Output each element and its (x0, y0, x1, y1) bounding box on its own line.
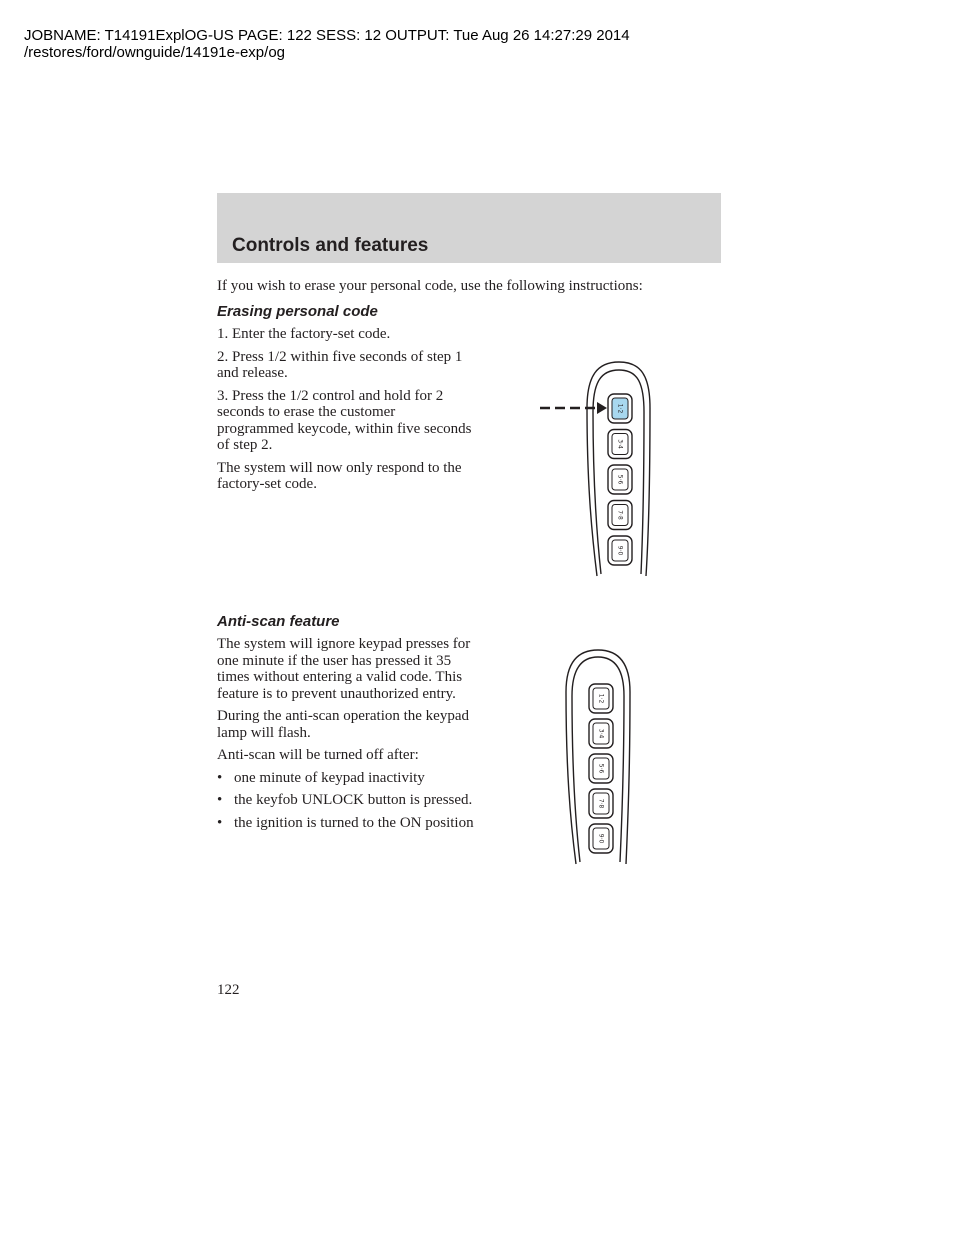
list-item (217, 792, 475, 809)
keypad-button-3[interactable] (589, 754, 613, 783)
keypad-button-label: 7·8 (597, 798, 605, 809)
arrow-icon (540, 402, 607, 414)
antiscan-paragraph-3: Anti-scan will be turned off after: (217, 747, 419, 763)
antiscan-bullet-list (217, 770, 475, 832)
antiscan-section (217, 613, 475, 837)
antiscan-heading: Anti-scan feature (217, 613, 340, 630)
keypad-button-label: 5·6 (616, 474, 624, 485)
keypad-button-label: 7·8 (616, 510, 624, 520)
antiscan-paragraph-1: The system will ignore keypad presses for one minute if the user has pressed it 35 times without entering a valid code. This feature is to prevent unauthorized entry. (217, 636, 471, 702)
keypad-illustration-antiscan (560, 648, 634, 866)
job-header-line-2: /restores/ford/ownguide/14191e-exp/og (24, 44, 286, 61)
section-header-band (217, 193, 721, 263)
keypad-button-label: 9·0 (616, 545, 624, 556)
keypad-button-4[interactable] (589, 789, 613, 818)
erasing-note: The system will now only respond to the factory-set code. (217, 459, 462, 492)
bullet-text: one minute of keypad inactivity (234, 769, 425, 786)
bullet-icon: • (217, 814, 223, 831)
keypad-illustration-erase (535, 358, 655, 578)
keypad-button-1[interactable] (608, 394, 632, 423)
bullet-icon: • (217, 769, 223, 786)
erasing-heading: Erasing personal code (217, 303, 378, 320)
job-header (24, 27, 630, 61)
keypad-button-label: 1·2 (616, 403, 624, 414)
erasing-step-3: 3. Press the 1/2 control and hold for 2 seconds to erase the customer programmed keycode, within five seconds of step 2. (217, 387, 472, 453)
list-item (217, 815, 475, 832)
antiscan-paragraph-2: During the anti-scan operation the keypad lamp will flash. (217, 708, 469, 741)
keypad-button-label: 1·2 (597, 693, 605, 704)
list-item (217, 770, 475, 787)
job-header-line-1: JOBNAME: T14191ExplOG-US PAGE: 122 SESS: 12 OUTPUT: Tue Aug 26 14:27:29 2014 (24, 27, 630, 44)
erasing-step-2: 2. Press 1/2 within five seconds of step 1 and release. (217, 348, 463, 381)
keypad-button-label: 5·6 (597, 763, 605, 774)
keypad-button-label: 3·4 (616, 439, 624, 449)
erasing-section (217, 303, 475, 499)
keypad-button-5[interactable] (608, 536, 632, 565)
intro-text: If you wish to erase your personal code, use the following instructions: (217, 278, 643, 294)
keypad-button-1[interactable] (589, 684, 613, 713)
bullet-icon: • (217, 792, 223, 808)
bullet-text: the keyfob UNLOCK button is pressed. (234, 792, 473, 808)
keypad-button-2[interactable] (589, 719, 613, 748)
bullet-text: the ignition is turned to the ON position (234, 814, 474, 831)
page-number: 122 (217, 982, 240, 998)
keypad-button-label: 3·4 (597, 728, 605, 739)
keypad-button-3[interactable] (608, 465, 632, 494)
keypad-button-label: 9·0 (597, 833, 605, 844)
erasing-step-1: 1. Enter the factory-set code. (217, 326, 391, 342)
keypad-button-2[interactable] (608, 430, 632, 459)
section-title: Controls and features (232, 235, 429, 256)
keypad-button-5[interactable] (589, 824, 613, 853)
keypad-button-4[interactable] (608, 501, 632, 530)
